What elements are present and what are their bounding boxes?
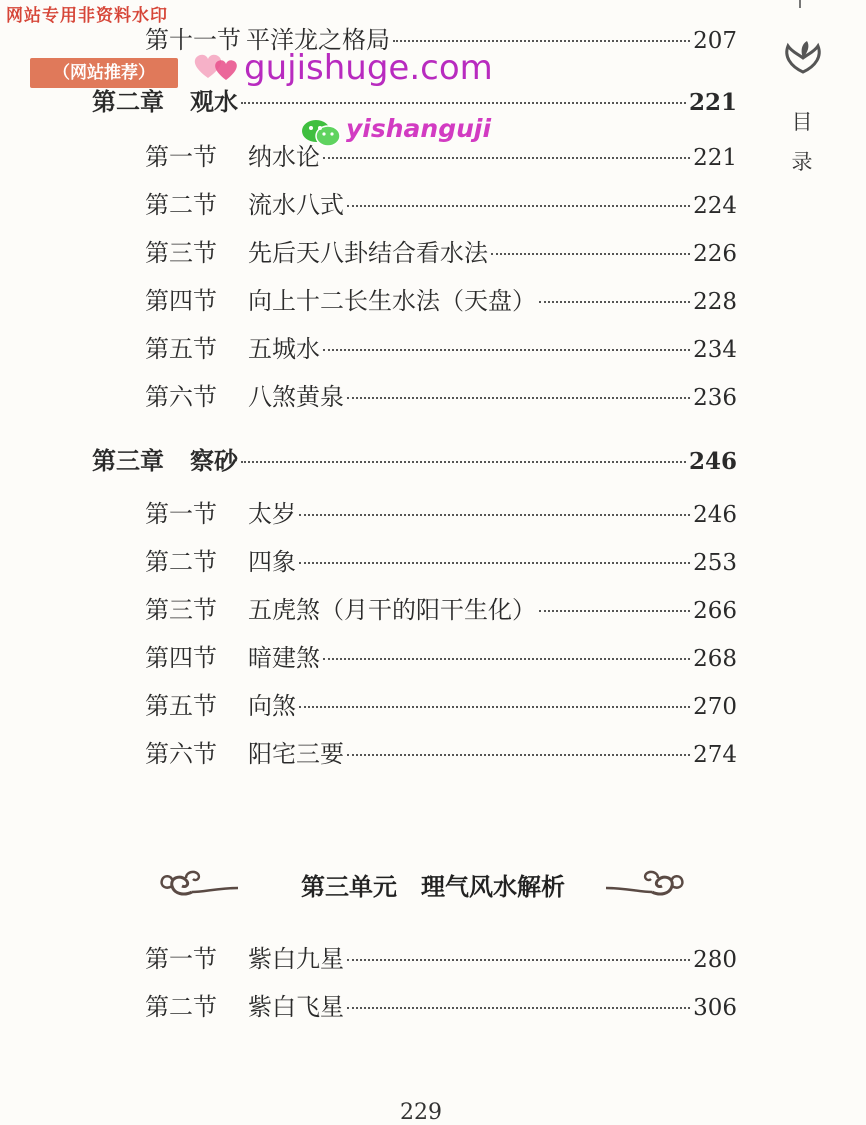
toc-section-row[interactable]: [145, 380, 737, 414]
dot-leader: [323, 349, 690, 351]
chapter-page: 221: [688, 89, 737, 116]
page-edge-mark: [799, 0, 801, 8]
toc-section-row[interactable]: [145, 497, 737, 531]
dot-leader: [539, 610, 690, 612]
chapter-title: 察砂: [190, 446, 238, 475]
section-page: 234: [693, 337, 737, 363]
chapter-title: 观水: [190, 87, 238, 116]
dot-leader: [323, 658, 690, 660]
dot-leader: [299, 562, 690, 564]
section-number: 第二节: [145, 993, 217, 1021]
cloud-ornament-right-icon: [604, 866, 686, 902]
section-title: 暗建煞: [248, 644, 320, 672]
section-number: 第六节: [145, 740, 217, 768]
watermark-wechat-id: yishanguji: [346, 114, 492, 143]
section-page: 280: [693, 947, 737, 973]
page-number: 229: [400, 1100, 442, 1125]
side-title-mulu: 目录: [791, 110, 813, 174]
section-title: 八煞黄泉: [248, 383, 344, 411]
section-title: 先后天八卦结合看水法: [248, 239, 488, 267]
section-number: 第二节: [145, 191, 217, 219]
section-title: 紫白九星: [248, 945, 344, 973]
section-number: 第三节: [145, 239, 217, 267]
section-title: 四象: [248, 548, 296, 576]
section-page: 224: [693, 193, 737, 219]
flower-logo-icon: [780, 38, 826, 76]
dot-leader: [347, 959, 690, 961]
section-number: 第六节: [145, 383, 217, 411]
section-page: 236: [693, 385, 737, 411]
chapter-number: 第三章: [92, 446, 164, 475]
section-page: 306: [693, 995, 737, 1021]
section-page: 221: [693, 145, 737, 171]
dot-leader: [347, 397, 690, 399]
section-title: 紫白飞星: [248, 993, 344, 1021]
section-page: 246: [693, 502, 737, 528]
section-title: 阳宅三要: [248, 740, 344, 768]
section-number: 第三节: [145, 596, 217, 624]
section-page: 274: [693, 742, 737, 768]
dot-leader: [323, 157, 690, 159]
toc-section-row[interactable]: [145, 332, 737, 366]
toc-section-row[interactable]: [145, 641, 737, 675]
dot-leader: [241, 102, 686, 104]
dot-leader: [347, 754, 690, 756]
dot-leader: [299, 706, 690, 708]
section-page: 268: [693, 646, 737, 672]
toc-section-row[interactable]: [145, 188, 737, 222]
dot-leader: [393, 40, 690, 42]
toc-chapter-row[interactable]: [92, 444, 737, 478]
toc-chapter-row[interactable]: [92, 85, 737, 119]
section-page: 266: [693, 598, 737, 624]
dot-leader: [539, 301, 690, 303]
dot-leader: [241, 461, 686, 463]
section-number: 第一节: [145, 945, 217, 973]
section-page: 207: [693, 28, 737, 54]
dot-leader: [299, 514, 690, 516]
watermark-top-text: 网站专用非资料水印: [6, 6, 168, 26]
section-number: 第四节: [145, 287, 217, 315]
toc-section-row[interactable]: [145, 689, 737, 723]
section-number: 第二节: [145, 548, 217, 576]
section-title: 平洋龙之格局: [246, 26, 390, 54]
toc-section-row[interactable]: [145, 990, 737, 1024]
toc-section-row[interactable]: [145, 737, 737, 771]
section-number: 第十一节: [145, 26, 241, 54]
section-title: 向煞: [248, 692, 296, 720]
toc-section-row[interactable]: [145, 236, 737, 270]
watermark-recommend-badge: （网站推荐）: [30, 58, 178, 88]
toc-section-row[interactable]: [145, 545, 737, 579]
section-title: 纳水论: [248, 143, 320, 171]
section-title: 流水八式: [248, 191, 344, 219]
section-page: 253: [693, 550, 737, 576]
section-number: 第一节: [145, 500, 217, 528]
section-title: 向上十二长生水法（天盘）: [248, 287, 536, 315]
section-title: 五城水: [248, 335, 320, 363]
section-page: 270: [693, 694, 737, 720]
dot-leader: [491, 253, 690, 255]
section-number: 第五节: [145, 692, 217, 720]
toc-section-row[interactable]: [145, 140, 737, 174]
toc-section-row[interactable]: [145, 284, 737, 318]
watermark-site-url: gujishuge.com: [244, 48, 493, 88]
dot-leader: [347, 205, 690, 207]
dot-leader: [347, 1007, 690, 1009]
section-title: 五虎煞（月干的阳干生化）: [248, 596, 536, 624]
section-number: 第五节: [145, 335, 217, 363]
section-number: 第一节: [145, 143, 217, 171]
chapter-number: 第二章: [92, 87, 164, 116]
section-page: 228: [693, 289, 737, 315]
chapter-page: 246: [688, 448, 737, 475]
toc-section-row[interactable]: [145, 23, 737, 57]
section-title: 太岁: [248, 500, 296, 528]
section-number: 第四节: [145, 644, 217, 672]
section-page: 226: [693, 241, 737, 267]
unit-heading: 第三单元 理气风水解析: [301, 873, 565, 901]
toc-section-row[interactable]: [145, 593, 737, 627]
toc-section-row[interactable]: [145, 942, 737, 976]
